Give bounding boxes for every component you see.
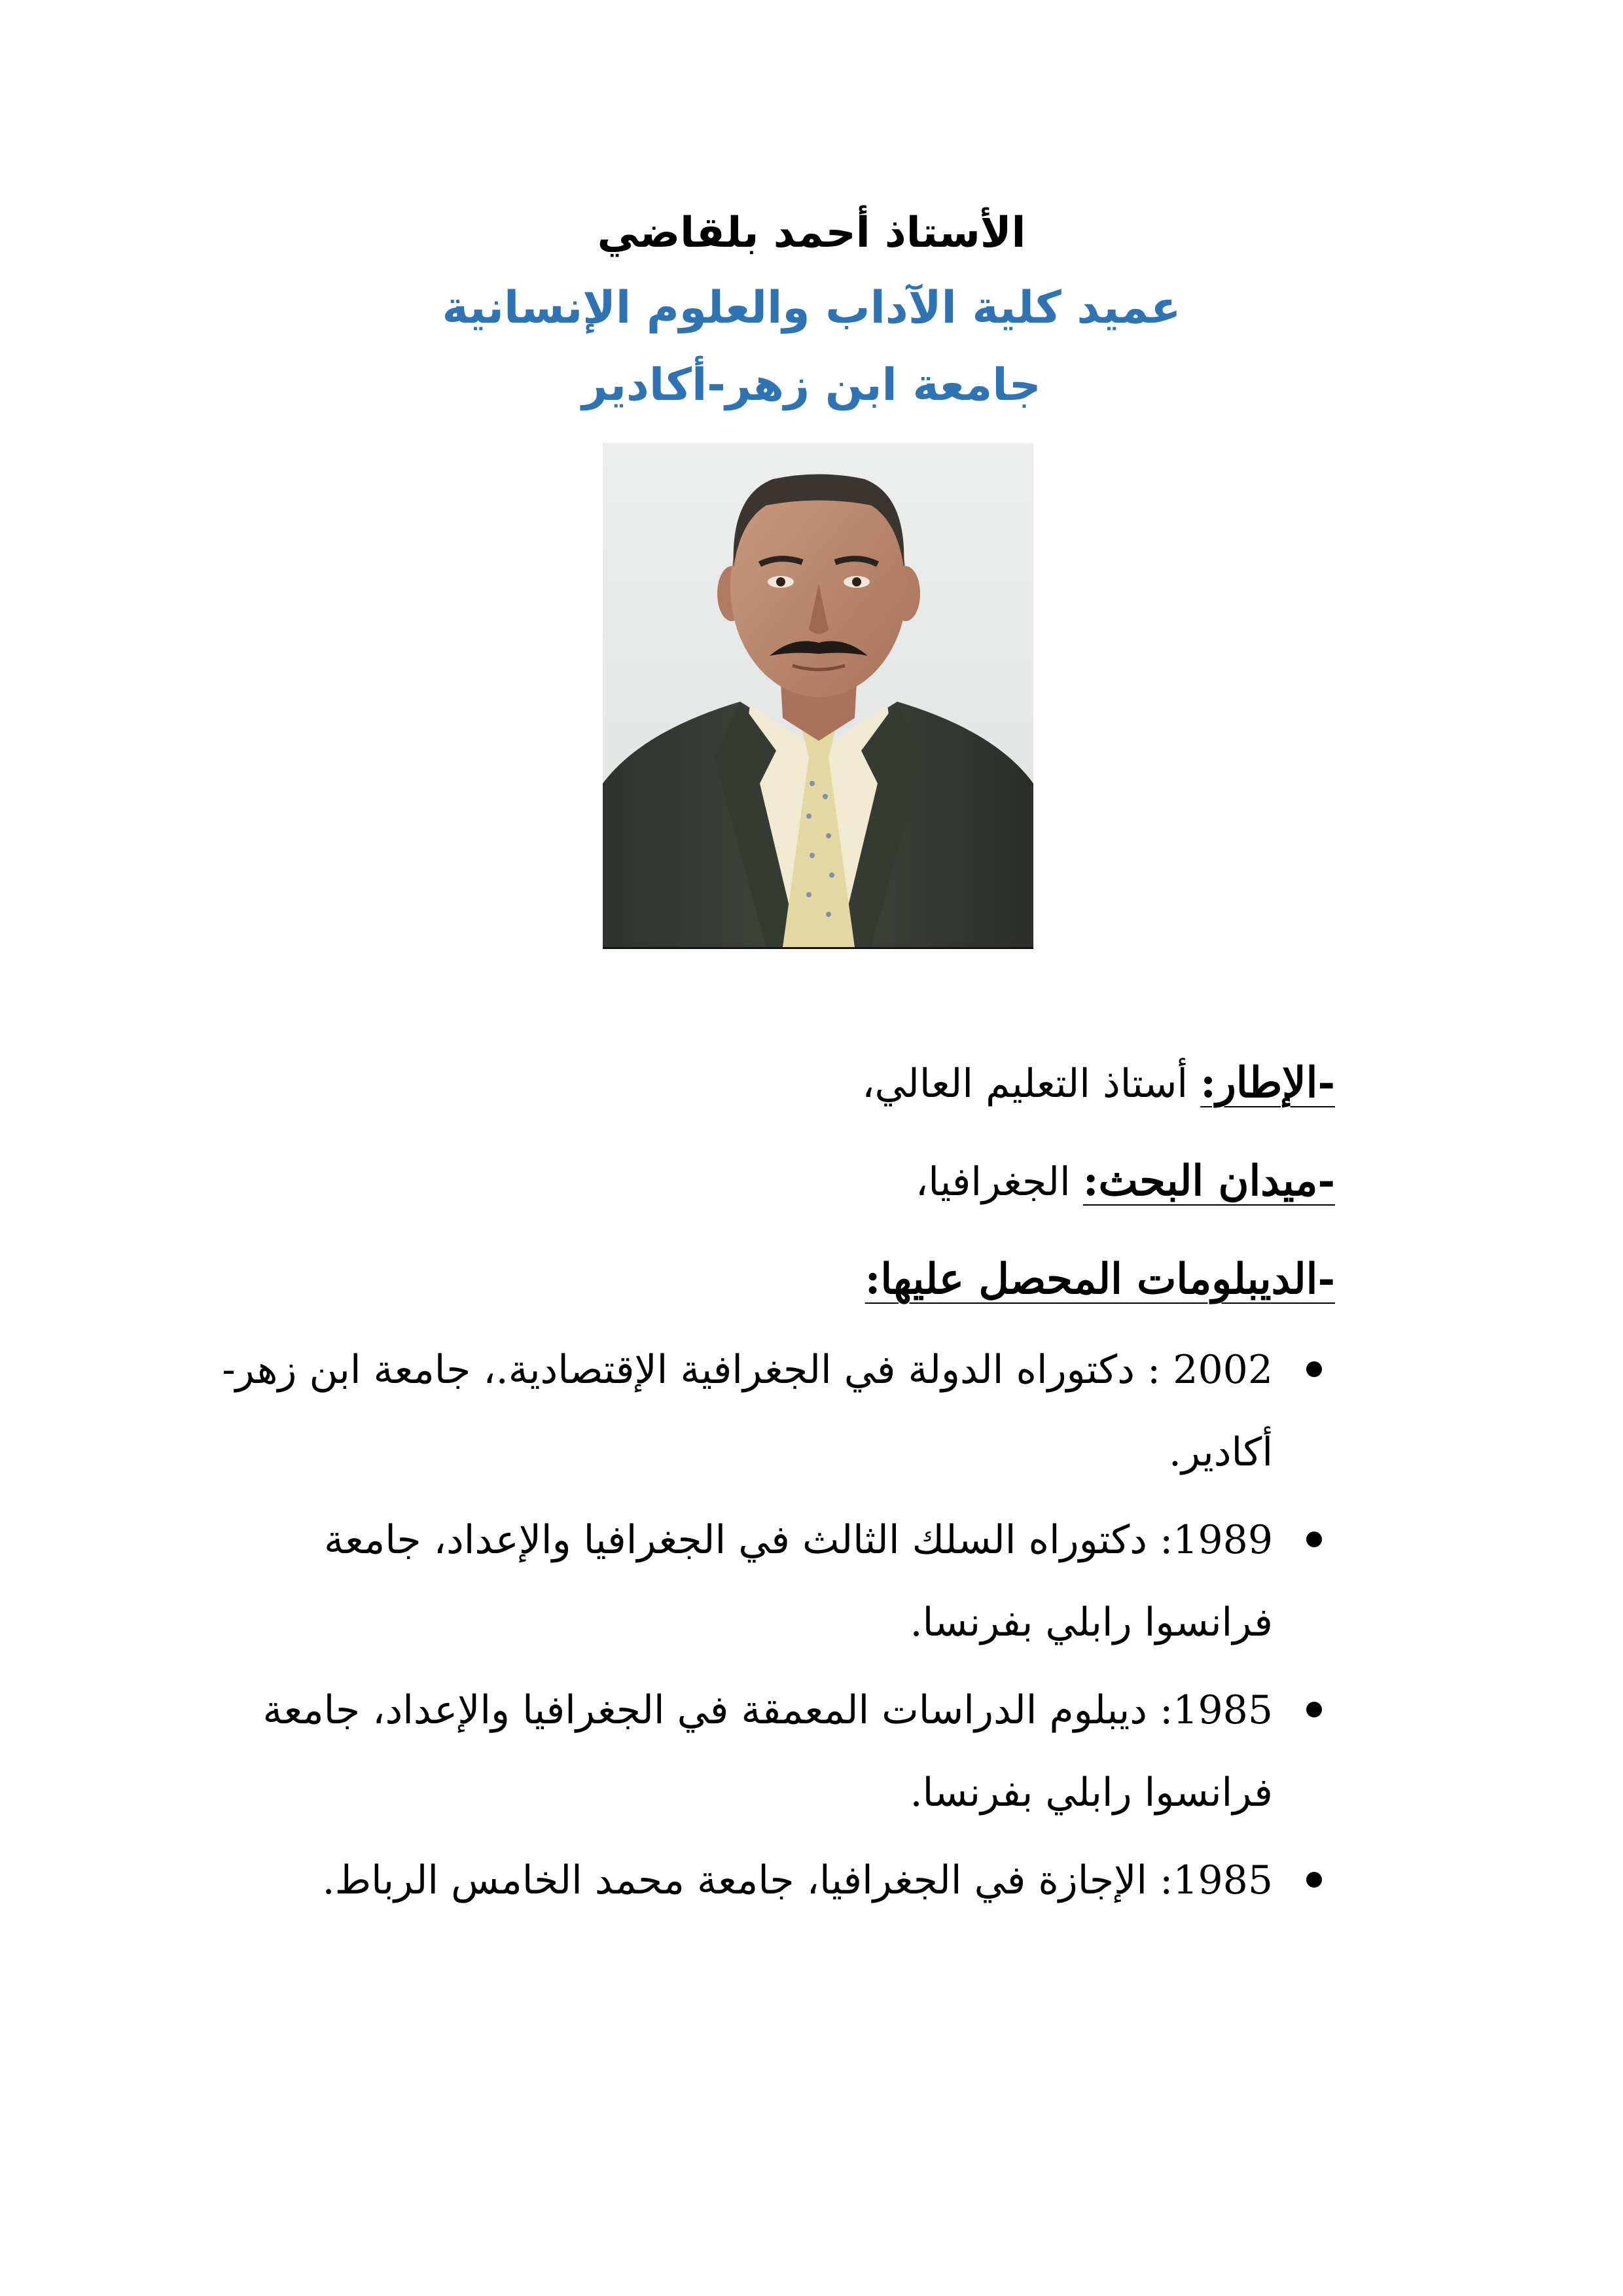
frame-field <box>196 1034 1335 1132</box>
bullet-icon <box>1306 1702 1322 1717</box>
bullet-icon <box>1306 1872 1322 1888</box>
diploma-text: 2002 : دكتوراه الدولة في الجغرافية الإقتصادية.، جامعة ابن زهر-أكادير. <box>222 1347 1273 1475</box>
list-item <box>196 1329 1335 1494</box>
header <box>0 196 1623 424</box>
position-title: عميد كلية الآداب والعلوم الإنسانية <box>442 282 1181 334</box>
diplomas-list <box>196 1329 1335 1922</box>
research-label: -ميدان البحث: <box>1082 1157 1335 1206</box>
diplomas-heading-line <box>196 1230 1335 1329</box>
list-item <box>196 1839 1335 1922</box>
diploma-text: 1985: ديبلوم الدراسات المعمقة في الجغرافيا والإعداد، جامعة فرانسوا رابلي بفرنسا. <box>262 1687 1273 1816</box>
diploma-text: 1989: دكتوراه السلك الثالث في الجغرافيا والإعداد، جامعة فرانسوا رابلي بفرنسا. <box>323 1517 1273 1645</box>
university-name: جامعة ابن زهر-أكادير <box>582 359 1041 411</box>
portrait-photo <box>603 443 1033 949</box>
frame-value: أستاذ التعليم العالي، <box>862 1061 1201 1107</box>
list-item <box>196 1669 1335 1834</box>
profile-body <box>196 1034 1335 1927</box>
research-value: الجغرافيا، <box>915 1159 1083 1205</box>
diplomas-heading: -الديبلومات المحصل عليها: <box>865 1255 1335 1304</box>
research-field <box>196 1132 1335 1230</box>
diploma-text: 1985: الإجازة في الجغرافيا، جامعة محمد الخامس الرباط. <box>322 1857 1273 1903</box>
list-item <box>196 1499 1335 1664</box>
person-name: الأستاذ أحمد بلقاضي <box>597 209 1026 257</box>
frame-label: -الإطار: <box>1200 1058 1335 1107</box>
bullet-icon <box>1306 1532 1322 1547</box>
bullet-icon <box>1306 1361 1322 1377</box>
